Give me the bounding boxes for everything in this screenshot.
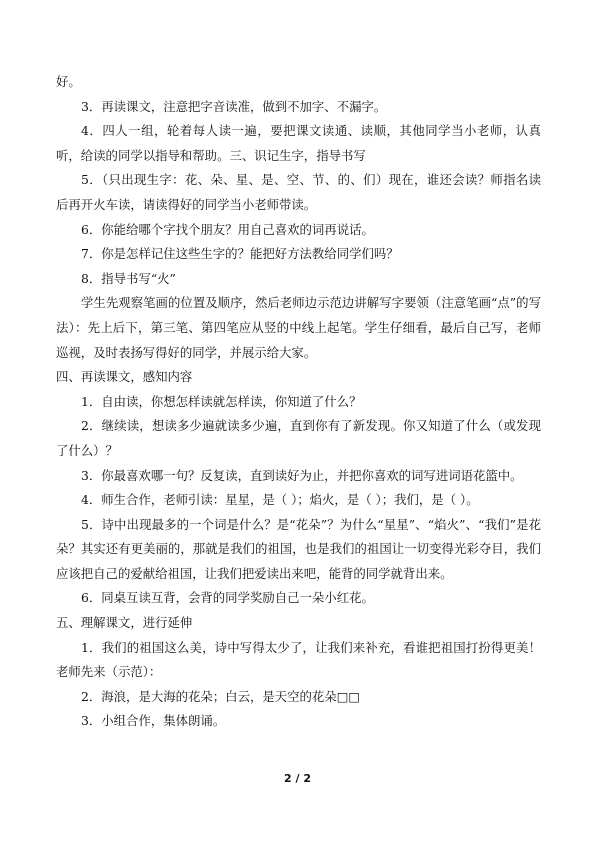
section-heading: 四、再读课文，感知内容 bbox=[56, 369, 193, 385]
paragraph: 学生先观察笔画的位置及顺序，然后老师边示范边讲解写字要领（注意笔画“点”的写法）：先上后下，第三笔、第四笔应从竖的中线上起笔。学生仔细看，最后自己写，老师巡视，及时表扬写得好的同学，并展示给大家。 bbox=[56, 295, 541, 360]
paragraph: 6．同桌互读互背，会背的同学奖励自己一朵小红花。 bbox=[81, 590, 374, 606]
paragraph: 1．我们的祖国这么美，诗中写得太少了，让我们来补充，看谁把祖国打扮得更美！老师先来（示范）： bbox=[56, 639, 541, 680]
paragraph: 7．你是怎样记住这些生字的？能把好方法教给同学们吗？ bbox=[81, 246, 399, 262]
paragraph: 好。 bbox=[56, 74, 81, 89]
paragraph: 4．师生合作，老师引读：星星，是（ ）；焰火，是（ ）；我们，是（ ）。 bbox=[81, 492, 479, 508]
paragraph: 5．诗中出现最多的一个词是什么？是“花朵”？为什么“星星”、“焰火”、“我们”是花朵？其实还有更美丽的，那就是我们的祖国，也是我们的祖国让一切变得光彩夺目，我们应该把自己的爱献给祖国，让我们把爱读出来吧，能背的同学就背出来。 bbox=[56, 516, 541, 581]
paragraph: 2．继续读，想读多少遍就读多少遍，直到你有了新发现。你又知道了什么（或发现了什么）？ bbox=[56, 418, 541, 458]
page-number: 2 / 2 bbox=[284, 772, 311, 785]
paragraph: 6．你能给哪个字找个朋友？用自己喜欢的词再说话。 bbox=[81, 221, 374, 237]
paragraph: 5．（只出现生字：花、朵、星、是、空、节、的、们）现在，谁还会读？师指名读后再开火车读，请读得好的同学当小老师带读。 bbox=[56, 172, 541, 212]
paragraph: 3．小组合作，集体朗诵。 bbox=[81, 713, 226, 729]
paragraph: 3．再读课文，注意把字音读准，做到不加字、不漏字。 bbox=[81, 98, 387, 114]
document-body bbox=[56, 70, 541, 734]
paragraph: 3．你最喜欢哪一句？反复读，直到读好为止，并把你喜欢的词写进词语花篮中。 bbox=[81, 467, 523, 483]
section-heading: 五、理解课文，进行延伸 bbox=[56, 615, 193, 631]
paragraph: 8．指导书写“火” bbox=[81, 270, 176, 286]
paragraph: 4．四人一组，轮着每人读一遍，要把课文读通、读顺，其他同学当小老师，认真听，给读的同学以指导和帮助。三、识记生字，指导书写 bbox=[56, 123, 541, 163]
paragraph: 1．自由读，你想怎样读就怎样读，你知道了什么？ bbox=[81, 393, 362, 409]
paragraph: 2．海浪，是大海的花朵；白云，是天空的花朵□□ bbox=[81, 688, 361, 704]
